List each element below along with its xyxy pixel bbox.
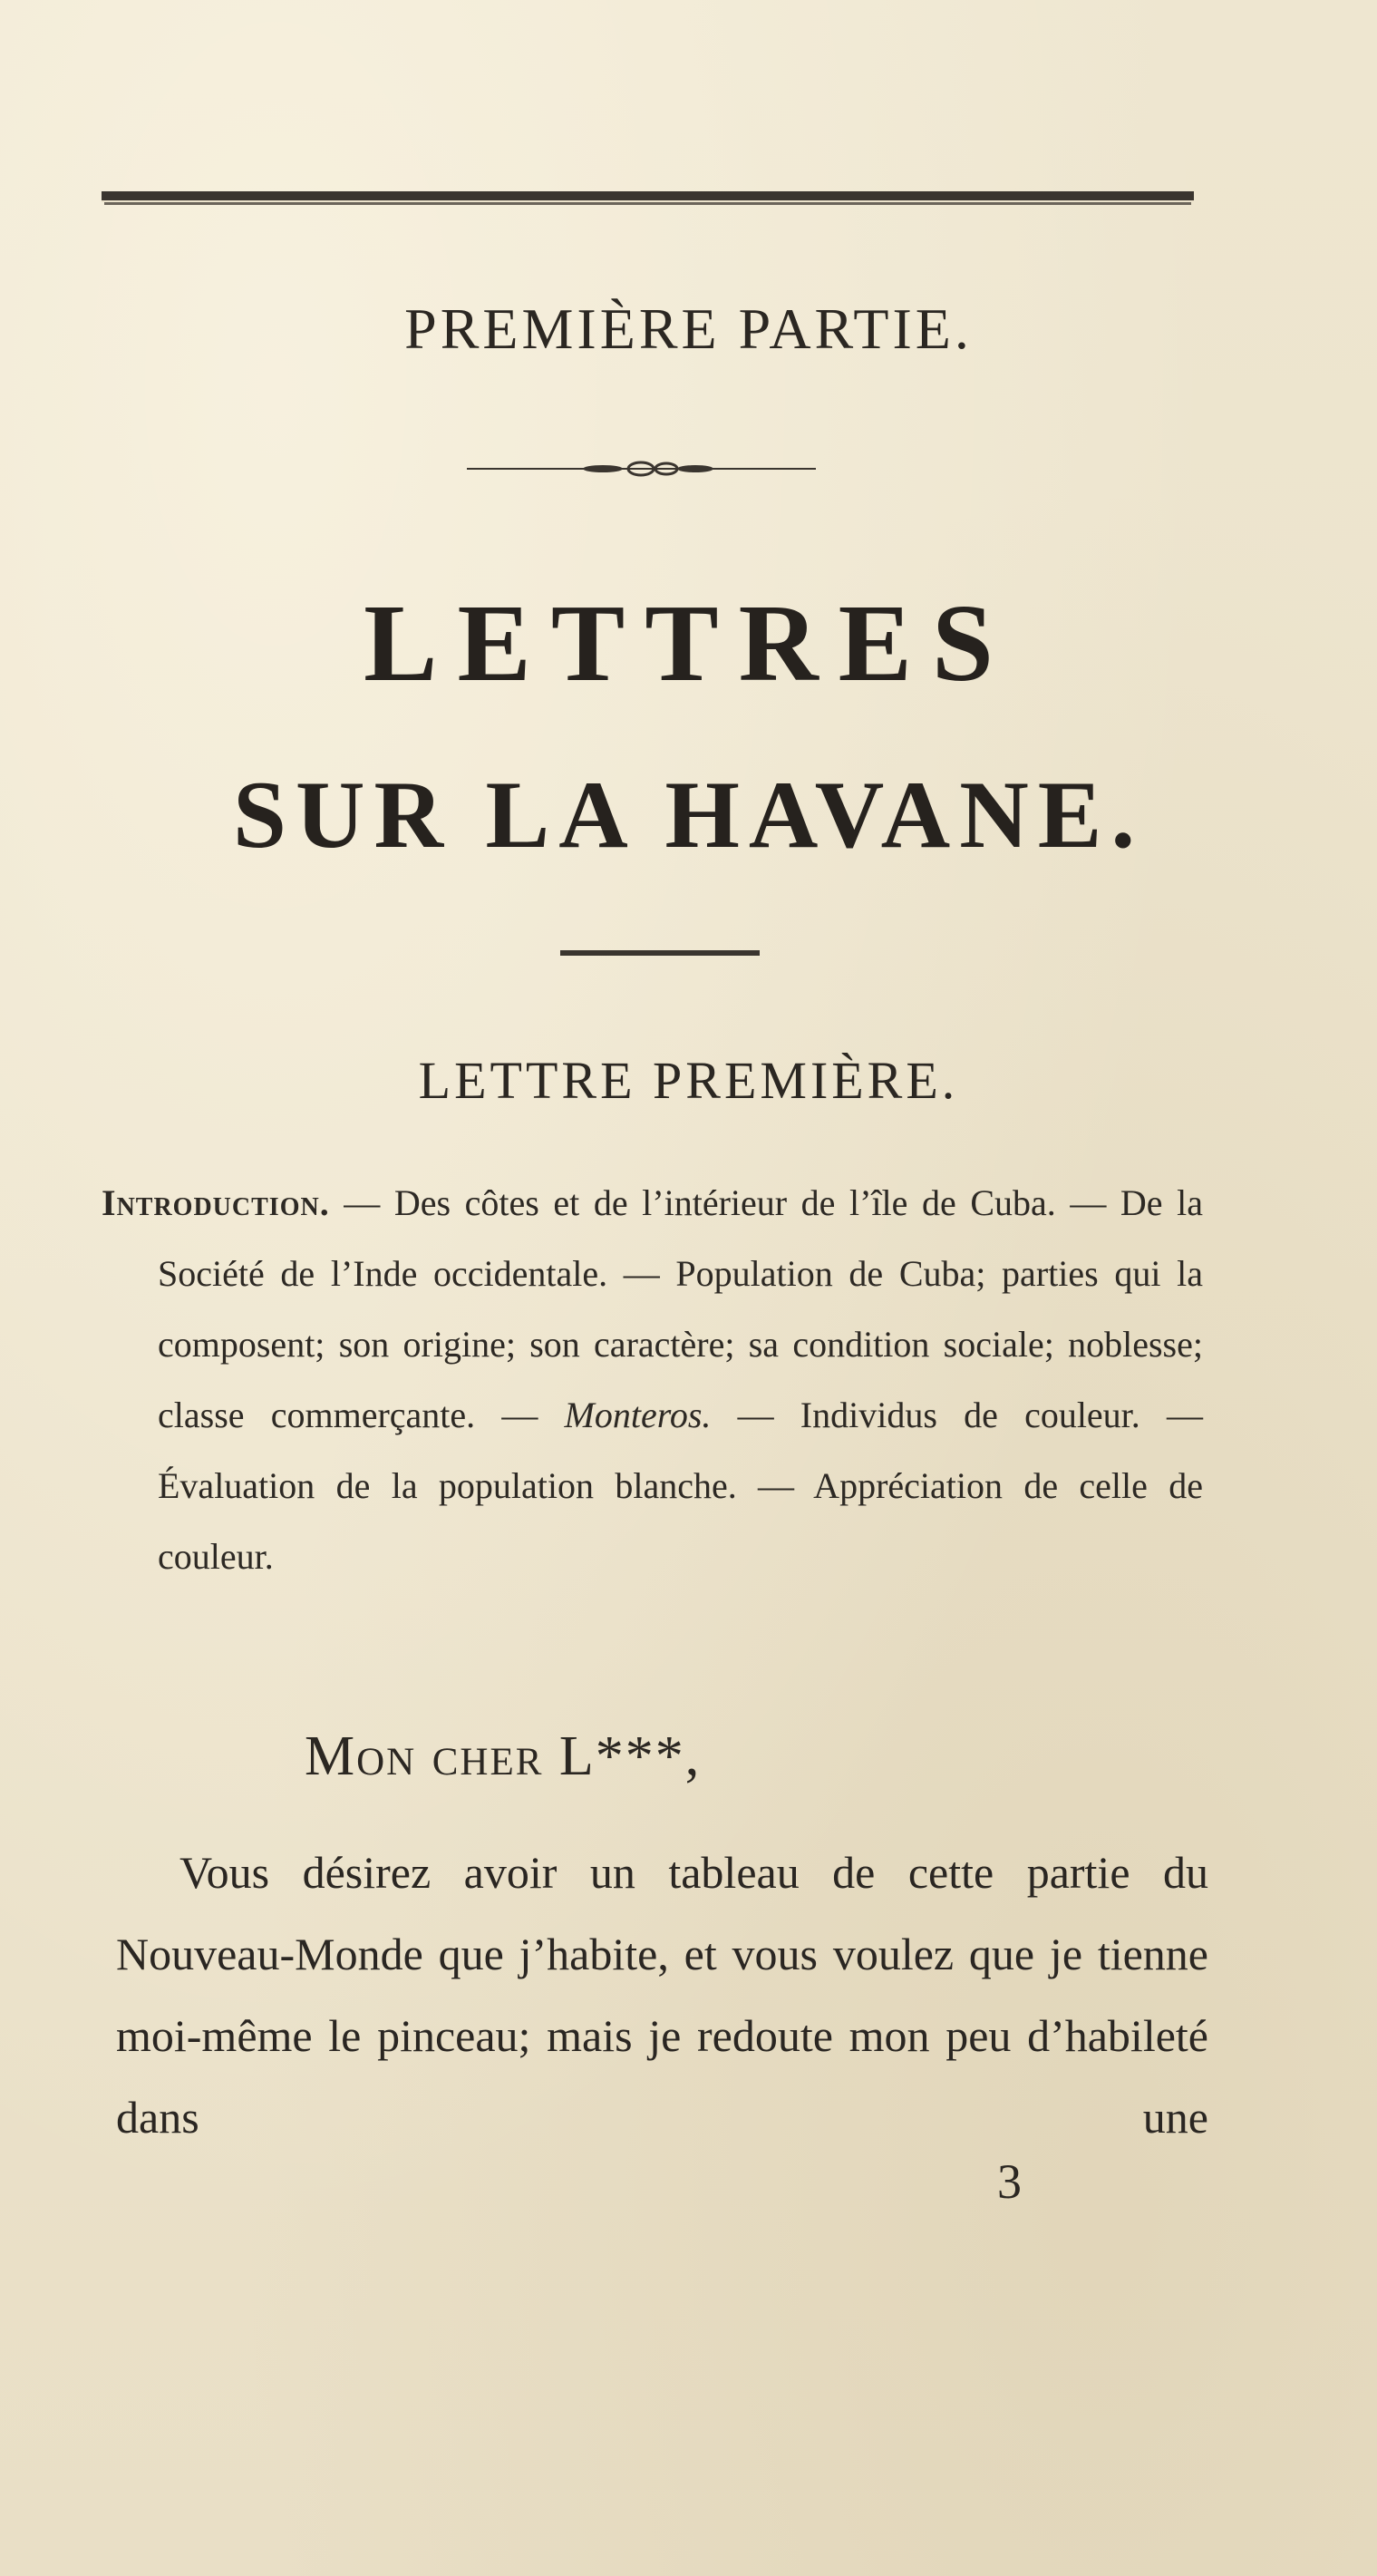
chapter-summary [102,1168,1203,1592]
salutation: Mon cher L***, [305,1725,702,1787]
summary-tail: — Individus de couleur. — Évaluation de la population blanche. — Appréciation de celle de couleur. [158,1395,1203,1577]
summary-italic: Monteros. [564,1395,712,1435]
main-title-line1: LETTRES [364,582,1013,705]
body-paragraph: Vous désirez avoir un tableau de cette partie du Nouveau-Monde que j’habite, et vous voulez que je tienne moi-même le pinceau; mais je redoute mon peu d’habileté dans une [116,1847,1208,2143]
summary-text: — Des côtes et de l’intérieur de l’île de Cuba. — De la Société de l’Inde occidentale. — Population de Cuba; parties qui la composent; son origine; son caractère; sa condition sociale; noblesse; classe commerçante. — [158,1182,1203,1435]
chapter-heading: LETTRE PREMIÈRE. [418,1051,959,1110]
part-title: PREMIÈRE PARTIE. [404,296,973,361]
section-rule [560,950,760,956]
ornament-divider [467,455,816,482]
letter-body [116,1832,1208,2158]
main-title-line2: SUR LA HAVANE. [233,762,1144,868]
summary-paragraph [102,1168,1203,1592]
page-number: 3 [997,2154,1022,2209]
summary-lead: Introduction. [102,1182,330,1223]
top-rule [102,191,1194,202]
